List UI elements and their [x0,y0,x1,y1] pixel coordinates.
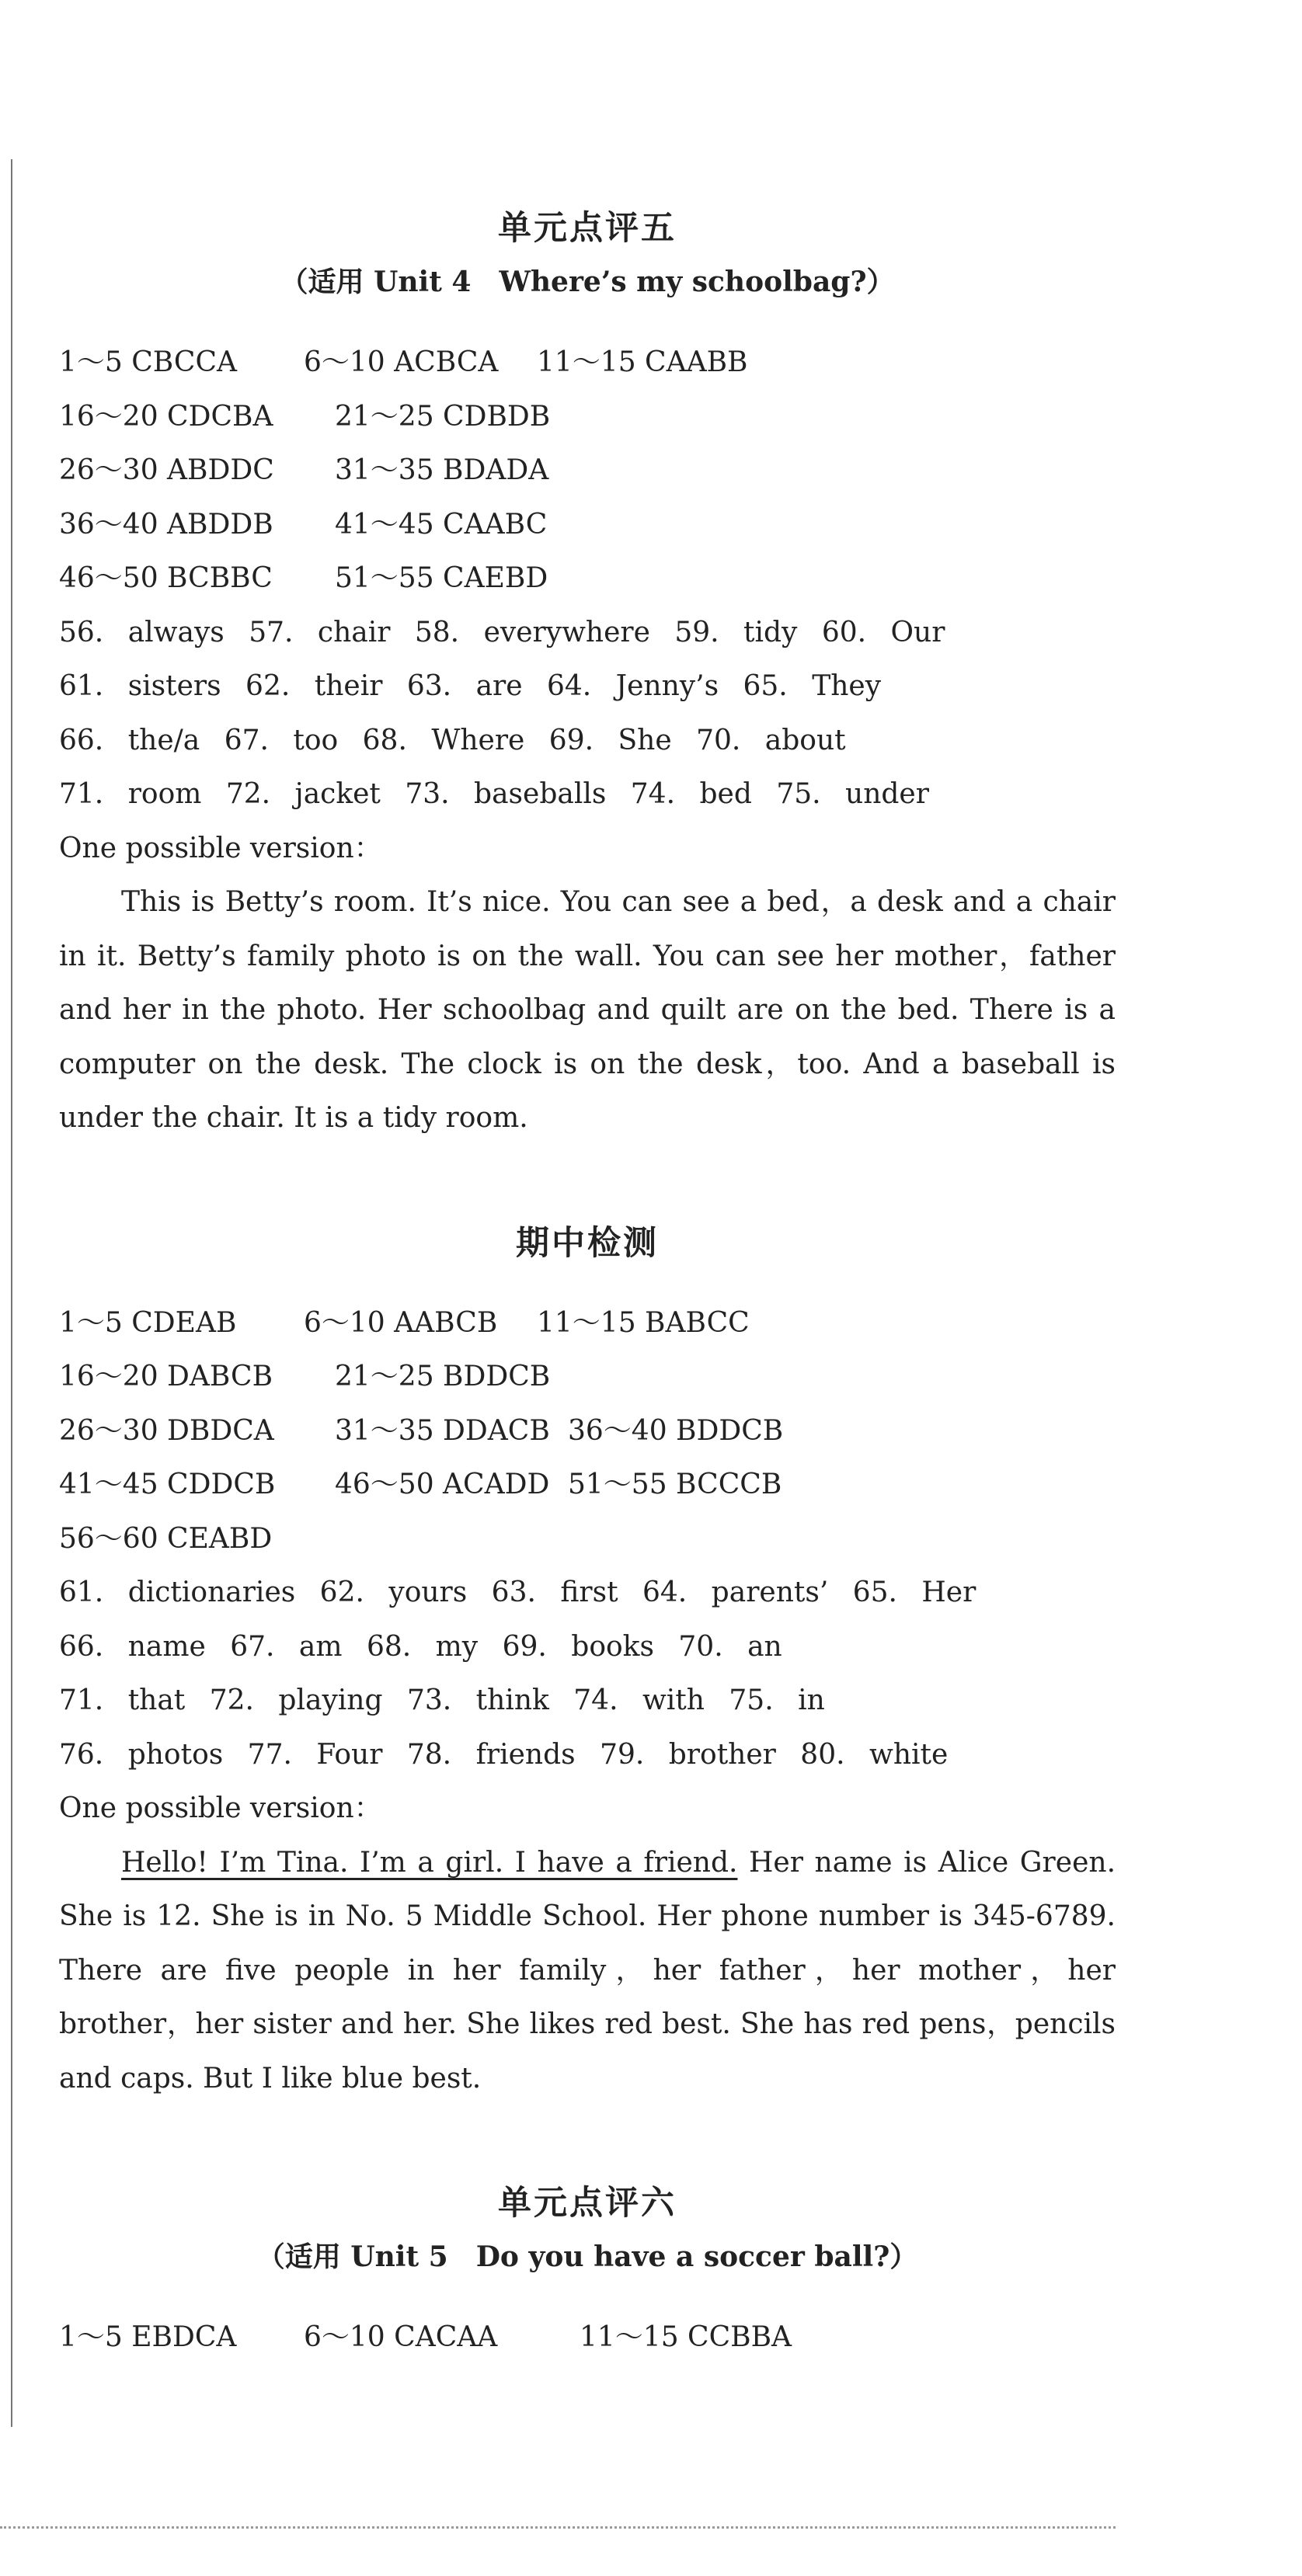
answer-group: 1～5 CDEAB [59,1306,237,1339]
answer-group: 21～25 CDBDB [335,400,551,433]
subtitle-prefix: （适用 Unit 4 [280,266,472,298]
essay-underlined-text: Hello! I’m Tina. I’m a girl. I have a friend. [121,1846,738,1879]
answer-group: 31～35 BDADA [335,454,549,486]
answer-group: 1～5 CBCCA [59,346,238,378]
answer-group: 16～20 DABCB [59,1361,273,1392]
section-title: 单元点评五 [498,209,677,248]
word-answer-row: 61. dictionaries 62. yours 63. first 64. parents’ 65. Her [59,1577,976,1608]
answer-page [59,202,1116,2365]
answer-row [59,2310,1116,2365]
essay-paragraph [59,875,1116,1145]
answer-row [59,443,1116,498]
answer-group: 16～20 CDCBA [59,400,273,433]
section-title: 单元点评六 [498,2184,677,2223]
answer-group: 56～60 CEABD [59,1522,273,1555]
left-margin-rule [11,159,12,2427]
version-label: One possible version： [59,1792,382,1824]
word-answer-row: 66. name 67. am 68. my 69. books 70. an [59,1630,782,1663]
section-unit-review-6 [59,2177,1116,2365]
answer-group: 46～50 BCBBC [59,562,273,594]
subtitle-prefix: （适用 Unit 5 [256,2241,448,2273]
answer-group: 11～15 BABCC [537,1306,750,1339]
section-subtitle [59,255,1116,309]
answer-group: 6～10 CACAA [304,2321,498,2353]
answer-group: 51～55 CAEBD [335,562,548,594]
answer-row [59,1512,1116,1566]
answer-group: 21～25 BDDCB [335,1361,551,1392]
word-answer-row: 56. always 57. chair 58. everywhere 59. tidy 60. Our [59,616,945,648]
version-label: One possible version： [59,832,382,864]
answer-row [59,498,1116,552]
answer-row [59,390,1116,444]
answer-group: 11～15 CAABB [537,346,748,378]
answer-row [59,551,1116,606]
answer-group: 41～45 CDDCB [59,1469,276,1500]
subtitle-main: Where’s my schoolbag?） [499,266,895,298]
answer-group: 26～30 ABDDC [59,454,274,486]
answer-group: 36～40 BDDCB [568,1414,784,1447]
subtitle-main: Do you have a soccer ball?） [475,2241,918,2273]
word-answer-row: 71. room 72. jacket 73. baseballs 74. bed 75. under [59,778,929,810]
answer-group: 51～55 BCCCB [568,1469,782,1500]
answer-group: 1～5 EBDCA [59,2321,237,2353]
section-unit-review-5 [59,202,1116,1145]
word-answer-row: 66. the/a 67. too 68. Where 69. She 70. about [59,724,846,756]
choice-answers [59,1296,1116,2106]
answer-group: 11～15 CCBBA [580,2321,792,2353]
essay-paragraph [59,1836,1116,2106]
answer-group: 31～35 DDACB [335,1414,550,1447]
section-subtitle [59,2230,1116,2284]
answer-group: 6～10 ACBCA [304,346,499,378]
answer-row [59,1404,1116,1458]
answer-group: 41～45 CAABC [335,508,548,541]
choice-answers [59,335,1116,1145]
word-answer-row: 61. sisters 62. their 63. are 64. Jenny’s 65. They [59,670,882,702]
answer-row [59,1350,1116,1404]
section-midterm [59,1217,1116,2106]
essay-text: Her name is Alice Green. She is 12. She is in No. 5 Middle School. Her phone number is 345-6789. There are five people in her family，her father，her mother，her brother，her sister and her. She likes red best. She has red pens，pencils and caps. But I like blue best. [59,1846,1116,2095]
word-answer-row: 71. that 72. playing 73. think 74. with 75. in [59,1684,825,1716]
word-answer-row: 76. photos 77. Four 78. friends 79. brother 80. white [59,1738,949,1771]
essay-text: This is Betty’s room. It’s nice. You can see a bed，a desk and a chair in it. Betty’s family photo is on the wall. You can see her mother，father and her in the photo. Her schoolbag and quilt are on the bed. There is a computer on the desk. The clock is on the desk，too. And a baseball is under the chair. It is a tidy room. [59,886,1116,1134]
answer-row [59,1296,1116,1351]
section-title: 期中检测 [516,1223,659,1263]
choice-answers [59,2310,1116,2365]
answer-group: 36～40 ABDDB [59,508,273,541]
answer-row [59,1458,1116,1512]
answer-group: 46～50 ACADD [335,1469,550,1500]
bottom-dotted-rule [0,2526,1116,2529]
answer-row [59,335,1116,390]
answer-group: 6～10 AABCB [304,1306,498,1339]
answer-group: 26～30 DBDCA [59,1414,274,1447]
